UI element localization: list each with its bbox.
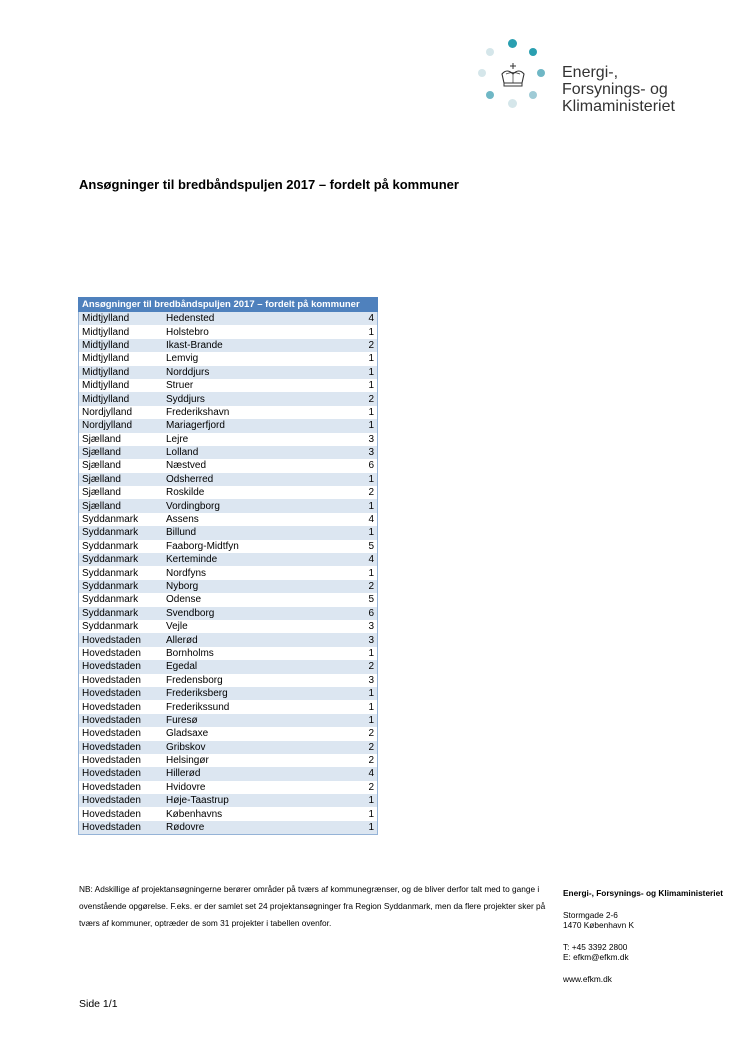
page-number: Side 1/1 [79, 998, 118, 1010]
count-cell: 2 [341, 339, 378, 352]
ministry-name-line: Forsynings- og [562, 81, 668, 98]
kommune-cell: Syddjurs [163, 392, 341, 405]
logo-dot [486, 91, 494, 99]
kommune-cell: Faaborg-Midtfyn [163, 540, 341, 553]
region-cell: Hovedstaden [79, 700, 164, 713]
table-header: Ansøgninger til bredbåndspuljen 2017 – fordelt på kommuner [79, 298, 378, 312]
region-cell: Hovedstaden [79, 754, 164, 767]
address-email: E: efkm@efkm.dk [563, 952, 629, 962]
table-row [79, 526, 378, 539]
kommune-cell: Frederiksberg [163, 687, 341, 700]
kommune-cell: Roskilde [163, 486, 341, 499]
region-cell: Syddanmark [79, 540, 164, 553]
kommune-cell: Vordingborg [163, 499, 341, 512]
table-row [79, 553, 378, 566]
table-row [79, 459, 378, 472]
region-cell: Hovedstaden [79, 633, 164, 646]
region-cell: Midtjylland [79, 325, 164, 338]
table-row [79, 366, 378, 379]
region-cell: Hovedstaden [79, 674, 164, 687]
logo-dot [486, 48, 494, 56]
table-row [79, 674, 378, 687]
region-cell: Syddanmark [79, 580, 164, 593]
region-cell: Sjælland [79, 433, 164, 446]
region-cell: Sjælland [79, 473, 164, 486]
table-row [79, 767, 378, 780]
region-cell: Hovedstaden [79, 687, 164, 700]
kommune-cell: Københavns [163, 807, 341, 820]
table-row [79, 419, 378, 432]
region-cell: Nordjylland [79, 419, 164, 432]
kommune-cell: Rødovre [163, 821, 341, 835]
table-row [79, 473, 378, 486]
kommune-cell: Norddjurs [163, 366, 341, 379]
region-cell: Hovedstaden [79, 794, 164, 807]
address-city: 1470 København K [563, 920, 635, 930]
region-cell: Sjælland [79, 459, 164, 472]
count-cell: 1 [341, 821, 378, 835]
region-cell: Syddanmark [79, 526, 164, 539]
count-cell: 1 [341, 473, 378, 486]
region-cell: Syddanmark [79, 620, 164, 633]
kommune-cell: Gladsaxe [163, 727, 341, 740]
region-cell: Syddanmark [79, 566, 164, 579]
region-cell: Sjælland [79, 446, 164, 459]
table-row [79, 700, 378, 713]
region-cell: Hovedstaden [79, 807, 164, 820]
kommune-cell: Hvidovre [163, 781, 341, 794]
table-row [79, 647, 378, 660]
kommune-cell: Holstebro [163, 325, 341, 338]
logo-dot [478, 69, 486, 77]
count-cell: 3 [341, 674, 378, 687]
count-cell: 1 [341, 325, 378, 338]
ministry-name-line: Klimaministeriet [562, 98, 675, 115]
region-cell: Hovedstaden [79, 727, 164, 740]
region-cell: Syddanmark [79, 553, 164, 566]
table-row [79, 352, 378, 365]
logo-dot [508, 99, 517, 108]
ministry-name [562, 64, 675, 115]
count-cell: 1 [341, 687, 378, 700]
count-cell: 2 [341, 741, 378, 754]
table-row [79, 607, 378, 620]
table-row [79, 580, 378, 593]
count-cell: 3 [341, 633, 378, 646]
count-cell: 2 [341, 580, 378, 593]
count-cell: 2 [341, 392, 378, 405]
count-cell: 2 [341, 727, 378, 740]
count-cell: 1 [341, 714, 378, 727]
kommune-cell: Hillerød [163, 767, 341, 780]
table-row [79, 660, 378, 673]
region-cell: Sjælland [79, 486, 164, 499]
count-cell: 1 [341, 419, 378, 432]
region-cell: Midtjylland [79, 352, 164, 365]
kommune-cell: Svendborg [163, 607, 341, 620]
address-web: www.efkm.dk [563, 974, 612, 984]
address-name: Energi-, Forsynings- og Klimaministeriet [563, 888, 723, 898]
kommune-cell: Assens [163, 513, 341, 526]
kommune-cell: Struer [163, 379, 341, 392]
kommune-cell: Nyborg [163, 580, 341, 593]
count-cell: 2 [341, 781, 378, 794]
crown-icon [498, 62, 528, 92]
count-cell: 4 [341, 553, 378, 566]
table-row [79, 406, 378, 419]
count-cell: 4 [341, 767, 378, 780]
count-cell: 1 [341, 566, 378, 579]
table-row [79, 794, 378, 807]
kommune-cell: Egedal [163, 660, 341, 673]
table-row [79, 312, 378, 326]
kommune-cell: Fredensborg [163, 674, 341, 687]
kommune-cell: Furesø [163, 714, 341, 727]
region-cell: Syddanmark [79, 513, 164, 526]
count-cell: 4 [341, 513, 378, 526]
table-row [79, 566, 378, 579]
table-row [79, 687, 378, 700]
kommune-cell: Billund [163, 526, 341, 539]
count-cell: 2 [341, 754, 378, 767]
logo-dot [537, 69, 545, 77]
count-cell: 1 [341, 366, 378, 379]
applications-table [78, 297, 378, 835]
table-row [79, 486, 378, 499]
logo-dot [529, 48, 537, 56]
footnote: NB: Adskillige af projektansøgningerne berører områder på tværs af kommunegrænser, og de bliver derfor talt med to gange i ovenstående opgørelse. F.eks. er der samlet set 24 projektansøgninger fra Region Syddanmark, men da flere projekter sker på tværs af kommuner, optræder de som 31 projekter i tabellen ovenfor. [79, 884, 546, 928]
kommune-cell: Hedensted [163, 312, 341, 326]
region-cell: Hovedstaden [79, 781, 164, 794]
count-cell: 5 [341, 593, 378, 606]
table-row [79, 727, 378, 740]
table-header-row [79, 298, 378, 312]
kommune-cell: Lejre [163, 433, 341, 446]
count-cell: 2 [341, 660, 378, 673]
region-cell: Hovedstaden [79, 714, 164, 727]
count-cell: 1 [341, 647, 378, 660]
region-cell: Hovedstaden [79, 647, 164, 660]
count-cell: 1 [341, 794, 378, 807]
kommune-cell: Lemvig [163, 352, 341, 365]
address-street: Stormgade 2-6 [563, 910, 618, 920]
address-block [563, 888, 723, 984]
address-phone: T: +45 3392 2800 [563, 942, 628, 952]
count-cell: 1 [341, 807, 378, 820]
region-cell: Sjælland [79, 499, 164, 512]
region-cell: Syddanmark [79, 593, 164, 606]
count-cell: 6 [341, 459, 378, 472]
region-cell: Hovedstaden [79, 741, 164, 754]
region-cell: Midtjylland [79, 366, 164, 379]
count-cell: 1 [341, 406, 378, 419]
region-cell: Midtjylland [79, 312, 164, 326]
table-row [79, 807, 378, 820]
logo-dot [529, 91, 537, 99]
kommune-cell: Odsherred [163, 473, 341, 486]
kommune-cell: Mariagerfjord [163, 419, 341, 432]
table-row [79, 754, 378, 767]
kommune-cell: Nordfyns [163, 566, 341, 579]
region-cell: Syddanmark [79, 607, 164, 620]
kommune-cell: Vejle [163, 620, 341, 633]
logo-dot [508, 39, 517, 48]
kommune-cell: Odense [163, 593, 341, 606]
kommune-cell: Gribskov [163, 741, 341, 754]
table-row [79, 513, 378, 526]
region-cell: Midtjylland [79, 339, 164, 352]
region-cell: Hovedstaden [79, 821, 164, 835]
kommune-cell: Lolland [163, 446, 341, 459]
table-row [79, 446, 378, 459]
kommune-cell: Frederikshavn [163, 406, 341, 419]
count-cell: 4 [341, 312, 378, 326]
table-row [79, 741, 378, 754]
table-row [79, 714, 378, 727]
kommune-cell: Frederikssund [163, 700, 341, 713]
count-cell: 2 [341, 486, 378, 499]
table-row [79, 339, 378, 352]
table-row [79, 633, 378, 646]
count-cell: 1 [341, 379, 378, 392]
kommune-cell: Kerteminde [163, 553, 341, 566]
count-cell: 1 [341, 526, 378, 539]
table-row [79, 540, 378, 553]
kommune-cell: Bornholms [163, 647, 341, 660]
kommune-cell: Næstved [163, 459, 341, 472]
table-row [79, 620, 378, 633]
count-cell: 1 [341, 352, 378, 365]
kommune-cell: Allerød [163, 633, 341, 646]
region-cell: Midtjylland [79, 392, 164, 405]
table-row [79, 379, 378, 392]
table-row [79, 325, 378, 338]
kommune-cell: Ikast-Brande [163, 339, 341, 352]
table-row [79, 499, 378, 512]
table-row [79, 392, 378, 405]
region-cell: Hovedstaden [79, 660, 164, 673]
region-cell: Hovedstaden [79, 767, 164, 780]
count-cell: 3 [341, 620, 378, 633]
count-cell: 1 [341, 499, 378, 512]
ministry-name-line: Energi-, [562, 64, 619, 81]
kommune-cell: Helsingør [163, 754, 341, 767]
count-cell: 3 [341, 433, 378, 446]
count-cell: 6 [341, 607, 378, 620]
table-body [79, 312, 378, 835]
count-cell: 1 [341, 700, 378, 713]
count-cell: 5 [341, 540, 378, 553]
count-cell: 3 [341, 446, 378, 459]
table-row [79, 821, 378, 835]
table-row [79, 781, 378, 794]
table-row [79, 433, 378, 446]
kommune-cell: Høje-Taastrup [163, 794, 341, 807]
region-cell: Nordjylland [79, 406, 164, 419]
document-title: Ansøgninger til bredbåndspuljen 2017 – fordelt på kommuner [79, 177, 459, 192]
region-cell: Midtjylland [79, 379, 164, 392]
table-row [79, 593, 378, 606]
